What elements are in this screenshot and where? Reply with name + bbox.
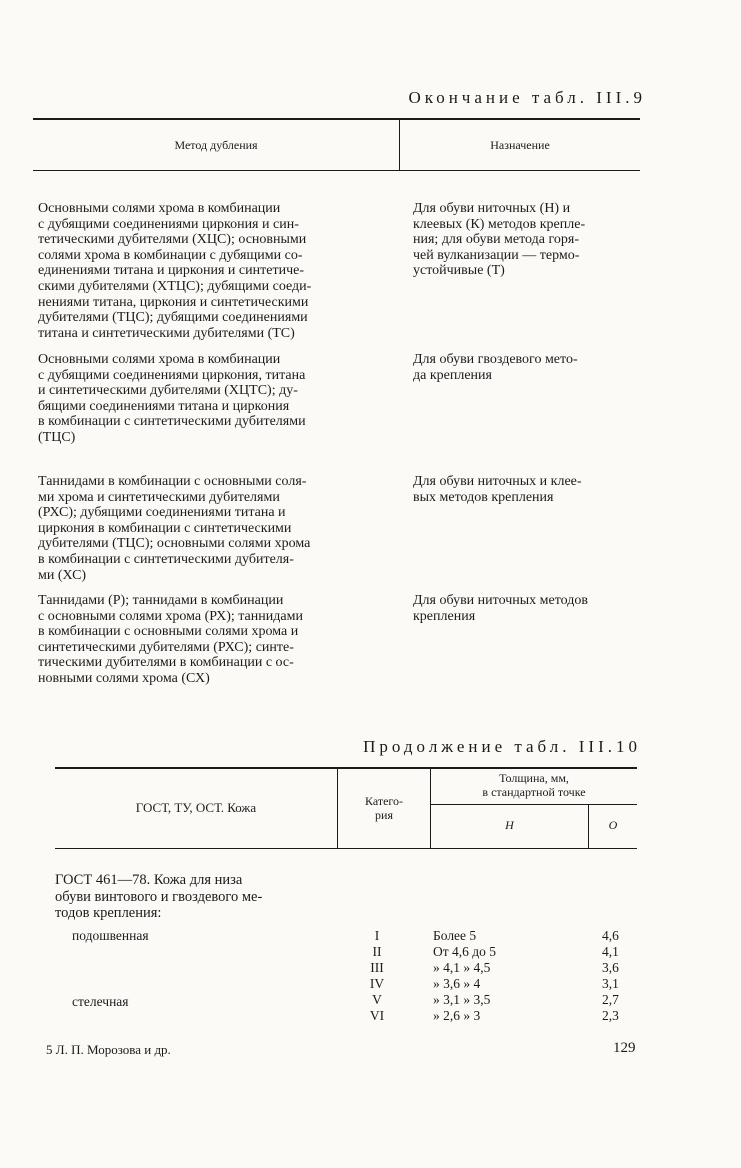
column-header-gost: ГОСТ, ТУ, ОСТ. Кожа xyxy=(135,800,257,815)
row-category-5: V xyxy=(372,992,382,1007)
row-category-4: IV xyxy=(369,976,385,991)
header-bottom-rule xyxy=(33,170,640,171)
purpose-text-1: Для обуви ниточных (Н) и клеевых (К) методов крепле- ния; для обуви метода горя- чей вулканизации — термо- устойчивые (Т) xyxy=(413,201,586,279)
column-header-method: Метод дубления xyxy=(174,138,258,152)
subheader-h: Н xyxy=(505,818,514,832)
row-o-1: 4,6 xyxy=(602,928,619,943)
table-title: Окончание табл. III.9 xyxy=(408,88,646,107)
row-o-3: 3,6 xyxy=(602,960,619,975)
table-title-2: Продолжение табл. III.10 xyxy=(363,737,641,756)
row-category-2: II xyxy=(372,944,382,959)
column-header-thickness: Толщина, мм, в стандартной точке xyxy=(482,771,586,799)
row-h-3: » 4,1 » 4,5 xyxy=(433,960,491,975)
row-o-2: 4,1 xyxy=(602,944,619,959)
row-h-1: Более 5 xyxy=(433,928,477,943)
row-h-2: От 4,6 до 5 xyxy=(433,944,497,959)
page-number: 129 xyxy=(613,1040,636,1056)
row-h-5: » 3,1 » 3,5 xyxy=(433,992,491,1007)
method-text-1: Основными солями хрома в комбинации с дубящими соединениями циркония и син- тетическими дубителями (ХЦС); основными солями хрома в комбинации с дубящими со- единениями титана и циркония и синтетиче- скими дубителями (ХТЦС); дубящими соеди- нениями титана, циркония и синтетическими дубителями (ТЦС); дубящими соединениями титана и синтетическими дубителями (ТС) xyxy=(38,201,312,341)
row-h-6: » 2,6 » 3 xyxy=(433,1008,481,1023)
signature-mark: 5 Л. П. Морозова и др. xyxy=(46,1042,171,1057)
table2-top-rule xyxy=(55,767,637,769)
row-o-6: 2,3 xyxy=(602,1008,619,1023)
group-title: ГОСТ 461—78. Кожа для низа обуви винтового и гвоздевого ме- тодов крепления: xyxy=(55,872,263,921)
row-h-4: » 3,6 » 4 xyxy=(433,976,481,991)
column-header-purpose: Назначение xyxy=(490,138,550,152)
row-o-4: 3,1 xyxy=(602,976,619,991)
method-text-2: Основными солями хрома в комбинации с дубящими соединениями циркония, титана и синтетическими дубителями (ХЦТС); ду- бящими соединениями титана и циркония в комбинации с синтетическими дубителями (ТЦС) xyxy=(38,352,306,445)
table2-header-bottom-rule xyxy=(55,848,637,849)
purpose-text-3: Для обуви ниточных и клее- вых методов крепления xyxy=(413,474,582,505)
method-text-4: Таннидами (Р); таннидами в комбинации с основными солями хрома (РХ); таннидами в комбинации с основными солями хрома и синтетическими дубителями (РХС); синте- тическими дубителями в комбинации с ос- новными солями хрома (СХ) xyxy=(38,593,303,686)
row-name-1: подошвенная xyxy=(72,928,149,943)
table-top-rule xyxy=(33,118,640,120)
table2-thickness-subrule xyxy=(430,804,637,805)
row-o-5: 2,7 xyxy=(602,992,619,1007)
row-category-1: I xyxy=(374,928,380,943)
purpose-text-4: Для обуви ниточных методов крепления xyxy=(413,593,588,624)
purpose-text-2: Для обуви гвоздевого мето- да крепления xyxy=(413,352,578,383)
row-name-5: стелечная xyxy=(72,994,129,1009)
row-category-6: VI xyxy=(369,1008,385,1023)
subheader-o: О xyxy=(608,818,618,832)
row-category-3: III xyxy=(370,960,384,975)
method-text-3: Таннидами в комбинации с основными соля- ми хрома и синтетическими дубителями (РХС); дубящими соединениями титана и циркония в комбинации с синтетическими дубителями (ТЦС); основными солями хрома в комбинации с синтетическими дубителя- ми (ХС) xyxy=(38,474,311,583)
column-header-category: Катего- рия xyxy=(364,794,404,822)
